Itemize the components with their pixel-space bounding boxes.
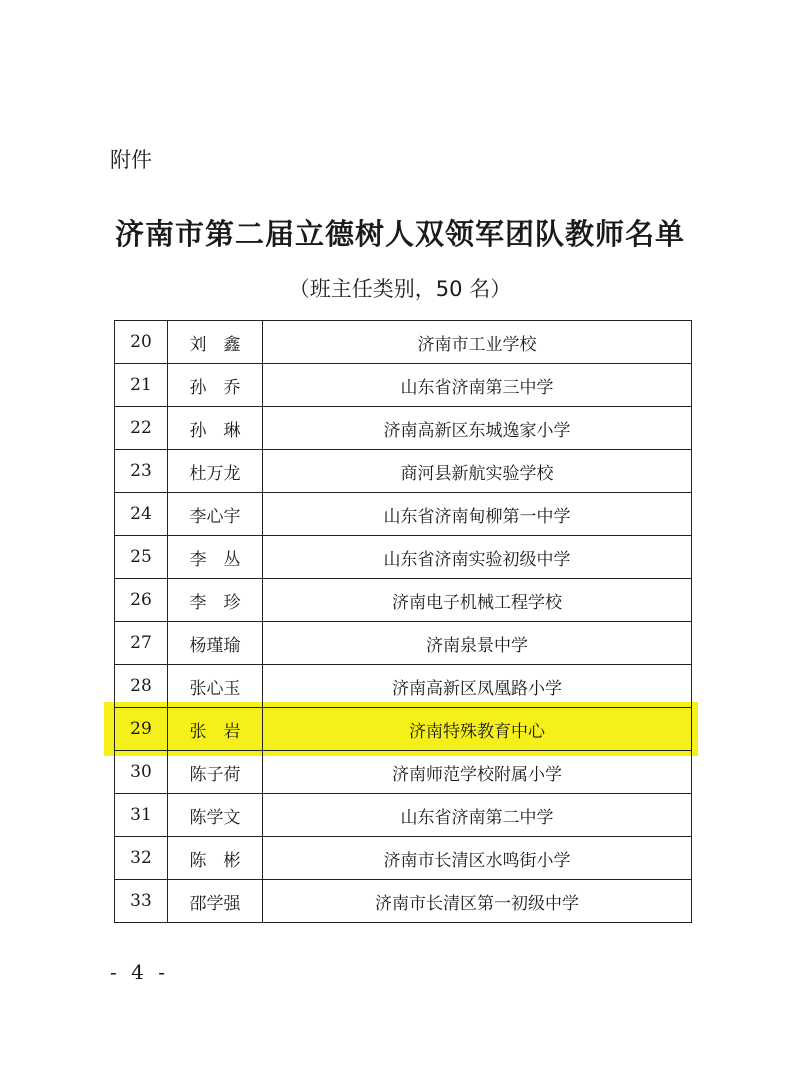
row-number: 33 xyxy=(115,880,168,922)
teacher-name: 陈学文 xyxy=(168,794,263,836)
school-name: 济南市长清区第一初级中学 xyxy=(375,893,579,914)
row-number: 31 xyxy=(115,794,168,836)
teacher-name: 邵学强 xyxy=(168,880,263,922)
school-name: 济南市长清区水鸣街小学 xyxy=(383,850,571,871)
school-name: 济南高新区凤凰路小学 xyxy=(392,678,562,699)
row-number: 25 xyxy=(115,536,168,578)
teacher-name: 杜万龙 xyxy=(168,450,263,492)
row-number: 21 xyxy=(115,364,168,406)
school-name: 济南电子机械工程学校 xyxy=(392,592,562,613)
row-number: 20 xyxy=(115,321,168,363)
table-row xyxy=(115,321,691,364)
attachment-label: 附件 xyxy=(110,148,152,172)
teacher-name: 李心宇 xyxy=(168,493,263,535)
table-row xyxy=(115,450,691,493)
teacher-name: 孙 乔 xyxy=(168,364,263,406)
school-name: 商河县新航实验学校 xyxy=(400,463,554,484)
table-row xyxy=(115,622,691,665)
table-row xyxy=(115,665,691,708)
teacher-name: 张 岩 xyxy=(168,708,263,750)
row-number: 29 xyxy=(115,708,168,750)
table-row xyxy=(115,407,691,450)
table-row-highlighted xyxy=(115,708,691,751)
teacher-name: 陈子荷 xyxy=(168,751,263,793)
table-row xyxy=(115,751,691,794)
table-row xyxy=(115,536,691,579)
table-row xyxy=(115,493,691,536)
row-number: 23 xyxy=(115,450,168,492)
teacher-name: 杨瑾瑜 xyxy=(168,622,263,664)
teacher-name: 孙 琳 xyxy=(168,407,263,449)
row-number: 24 xyxy=(115,493,168,535)
table-row xyxy=(115,880,691,923)
school-name: 山东省济南第三中学 xyxy=(400,377,554,398)
document-title: 济南市第二届立德树人双领军团队教师名单 xyxy=(114,217,685,251)
school-name: 山东省济南实验初级中学 xyxy=(383,549,571,570)
teacher-name: 陈 彬 xyxy=(168,837,263,879)
table-row xyxy=(115,579,691,622)
row-number: 27 xyxy=(115,622,168,664)
table-row xyxy=(115,837,691,880)
teacher-name: 李 丛 xyxy=(168,536,263,578)
teacher-name: 李 珍 xyxy=(168,579,263,621)
school-name: 济南市工业学校 xyxy=(417,334,537,355)
school-name: 山东省济南第二中学 xyxy=(400,807,554,828)
row-number: 26 xyxy=(115,579,168,621)
row-number: 22 xyxy=(115,407,168,449)
school-name: 济南特殊教育中心 xyxy=(409,721,545,742)
teacher-name: 张心玉 xyxy=(168,665,263,707)
document-subtitle: （班主任类别，50 名） xyxy=(288,277,512,301)
table-row xyxy=(115,794,691,837)
page-number: - 4 - xyxy=(110,960,169,984)
teacher-table xyxy=(114,320,692,923)
school-name: 济南泉景中学 xyxy=(426,635,528,656)
teacher-name: 刘 鑫 xyxy=(168,321,263,363)
row-number: 32 xyxy=(115,837,168,879)
table-row xyxy=(115,364,691,407)
row-number: 28 xyxy=(115,665,168,707)
school-name: 济南高新区东城逸家小学 xyxy=(383,420,571,441)
school-name: 山东省济南甸柳第一中学 xyxy=(383,506,571,527)
school-name: 济南师范学校附属小学 xyxy=(392,764,562,785)
row-number: 30 xyxy=(115,751,168,793)
